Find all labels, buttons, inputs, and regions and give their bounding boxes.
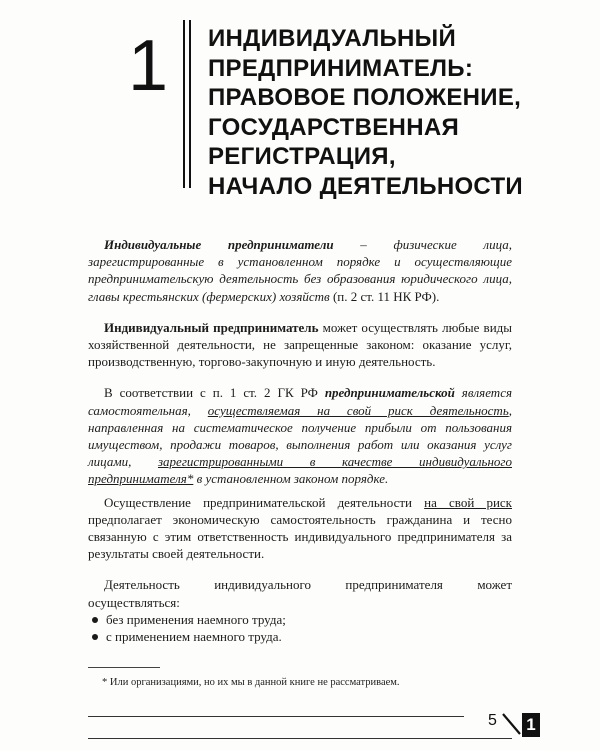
body-text: [88, 236, 512, 645]
page-number: 5: [488, 712, 497, 729]
footer-slash-icon: [500, 712, 522, 736]
civil-code-lead: В соответствии с п. 1 ст. 2 ГК РФ: [104, 385, 325, 401]
paragraph-risk: [88, 494, 512, 563]
chapter-rule-right: [189, 20, 191, 188]
risk-underline: на свой риск: [424, 494, 512, 510]
chapter-number: 1: [128, 26, 169, 106]
risk-text-2: предполагает экономическую самостоятельность гражданина и тесно связанную с этим ответственность индивидуального предпринимателя за результаты своей деятельности.: [88, 511, 512, 562]
civil-code-text-3: в установленном законом порядке.: [193, 471, 389, 487]
civil-code-underline-1: осуществляемая на свой риск деятельность: [207, 402, 509, 418]
law-reference: (п. 2 ст. 11 НК РФ).: [329, 288, 440, 304]
list-item: [88, 628, 512, 645]
civil-code-text-2: , направленная на систематическое получение прибыли от пользования имуществом, продажи товаров, выполнения работ или оказания услуг лицами,: [88, 402, 512, 470]
chapter-title: [208, 24, 548, 201]
bullet-icon: [92, 634, 98, 640]
term-entrepreneur: Индивидуальный предприниматель: [104, 319, 319, 335]
footnote-divider: [88, 667, 160, 668]
list-item-text: без применения наемного труда;: [106, 611, 286, 627]
chapter-title-line: ГОСУДАРСТВЕННАЯ: [208, 113, 460, 141]
chapter-title-line: ПРЕДПРИНИМАТЕЛЬ:: [208, 54, 474, 82]
bullet-icon: [92, 617, 98, 623]
paragraph-definition: [88, 236, 512, 305]
term-entrepreneurial: предпринимательской: [324, 385, 455, 401]
paragraph-activities: [88, 319, 512, 371]
footer-rule-bottom: [88, 738, 512, 739]
paragraph-labor-intro: Деятельность индивидуального предпринимателя может осуществляться:: [88, 577, 512, 610]
paragraph-civil-code: [88, 384, 512, 487]
civil-code-text-1: является самостоятельная,: [88, 385, 513, 418]
chapter-title-line: НАЧАЛО ДЕЯТЕЛЬНОСТИ: [208, 172, 523, 200]
chapter-title-line: РЕГИСТРАЦИЯ,: [208, 143, 396, 170]
footnote: * Или организациями, но их мы в данной книге не рассматриваем.: [102, 677, 400, 688]
activities-text: может осуществлять любые виды хозяйственной деятельности, не запрещенные законом: оказание услуг, производственную, торгово-закупочную и иную деятельность.: [88, 319, 512, 370]
chapter-rule-left: [183, 20, 185, 188]
term-entrepreneurs: Индивидуальные предприниматели: [104, 237, 334, 252]
list-item: [88, 611, 512, 628]
civil-code-underline-2: зарегистрированными в качестве индивидуального предпринимателя*: [88, 454, 512, 487]
list-item-text: с применением наемного труда.: [106, 629, 282, 645]
labor-list: [88, 611, 512, 645]
chapter-title-line: ПРАВОВОЕ ПОЛОЖЕНИЕ,: [208, 84, 522, 111]
risk-text-1: Осуществление предпринимательской деятельности: [104, 494, 425, 510]
definition-text: – физические лица, зарегистрированные в установленном порядке и осуществляющие предпринимательскую деятельность без образования юридического лица, главы крестьянских (фермерских) хозяйств: [88, 237, 512, 304]
footer-rule: [88, 716, 464, 717]
chapter-tab: 1: [522, 713, 540, 737]
chapter-title-line: ИНДИВИДУАЛЬНЫЙ: [208, 25, 457, 52]
